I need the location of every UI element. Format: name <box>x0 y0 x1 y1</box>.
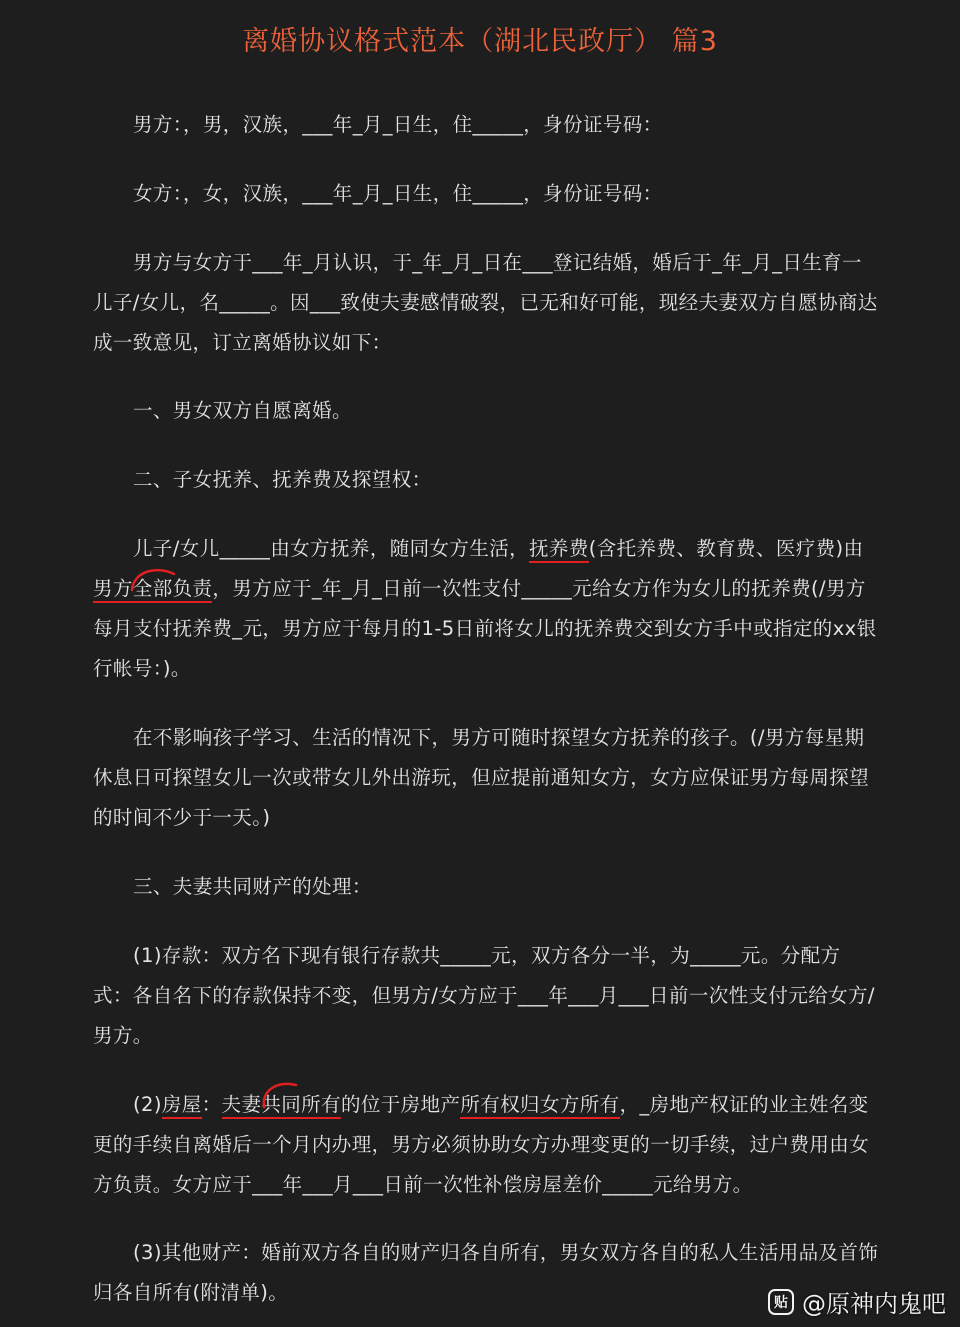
section-heading-2: 二、子女抚养、抚养费及探望权： <box>133 468 432 491</box>
house-underline-joint: 夫妻共同所有 <box>222 1093 341 1119</box>
paragraph-woman-info: 女方：，女，汉族，___年_月_日生，住_____，身份证号码： <box>133 182 663 205</box>
child-support-text-c: ，男方应于_年_月_日前一次性支付_____元给女方作为女儿的抚养费(/男方每月支付抚养费_元，男方应于每月的1-5日前将女儿的抚养费交到女方手中或指定的xx银行帐号：)。 <box>93 577 877 680</box>
paragraph-deposit: (1)存款：双方名下现有银行存款共_____元，双方各分一半，为_____元。分配方式：各自名下的存款保持不变，但男方/女方应于___年___月___日前一次性支付元给女方/男方。 <box>93 944 875 1047</box>
house-text-b: ： <box>201 1093 222 1116</box>
paragraph-man-info: 男方：，男，汉族，___年_月_日生，住_____，身份证号码： <box>133 113 663 136</box>
paragraph-child-support <box>93 529 879 689</box>
section-heading-3: 三、夫妻共同财产的处理： <box>133 875 372 898</box>
section-heading-1: 一、男女双方自愿离婚。 <box>133 399 352 422</box>
watermark <box>768 1284 946 1319</box>
house-underline-house: 房屋 <box>162 1093 202 1119</box>
child-support-underline-fee: 抚养费 <box>529 537 589 563</box>
paragraph-intro: 男方与女方于___年_月认识，于_年_月_日在___登记结婚，婚后于_年_月_日生育一儿子/女儿，名_____。因___致使夫妻感情破裂，已无和好可能，现经夫妻双方自愿协商达成一致意见，订立离婚协议如下： <box>93 251 878 354</box>
child-support-underline-responsible: 男方全部负责 <box>93 577 212 603</box>
watermark-text: @原神内鬼吧 <box>802 1290 946 1318</box>
tieba-logo-icon: 贴 <box>768 1289 794 1315</box>
child-support-text-a: 儿子/女儿_____由女方抚养，随同女方生活， <box>133 537 530 560</box>
document-title: 离婚协议格式范本（湖北民政厅） 篇3 <box>242 26 718 57</box>
house-underline-ownership: 所有权归女方所有 <box>460 1093 619 1119</box>
house-text-c: 的位于房地产 <box>340 1093 461 1116</box>
paragraph-other-property: (3)其他财产：婚前双方各自的财产归各自所有，男女双方各自的私人生活用品及首饰归各自所有(附清单)。 <box>93 1241 879 1304</box>
house-text-a: (2) <box>133 1093 162 1116</box>
paragraph-house <box>93 1085 879 1205</box>
paragraph-visitation: 在不影响孩子学习、生活的情况下，男方可随时探望女方抚养的孩子。(/男方每星期休息日可探望女儿一次或带女儿外出游玩，但应提前通知女方，女方应保证男方每周探望的时间不少于一天。) <box>93 726 870 829</box>
child-support-text-b: (含托养费、教育费、医疗费)由 <box>588 537 864 560</box>
house-text-d: ，_房地产权证的业主姓名变更的手续自离婚后一个月内办理，男方必须协助女方办理变更的一切手续，过户费用由女方负责。女方应于___年___月___日前一次性补偿房屋差价_____元给男方。 <box>93 1093 870 1196</box>
